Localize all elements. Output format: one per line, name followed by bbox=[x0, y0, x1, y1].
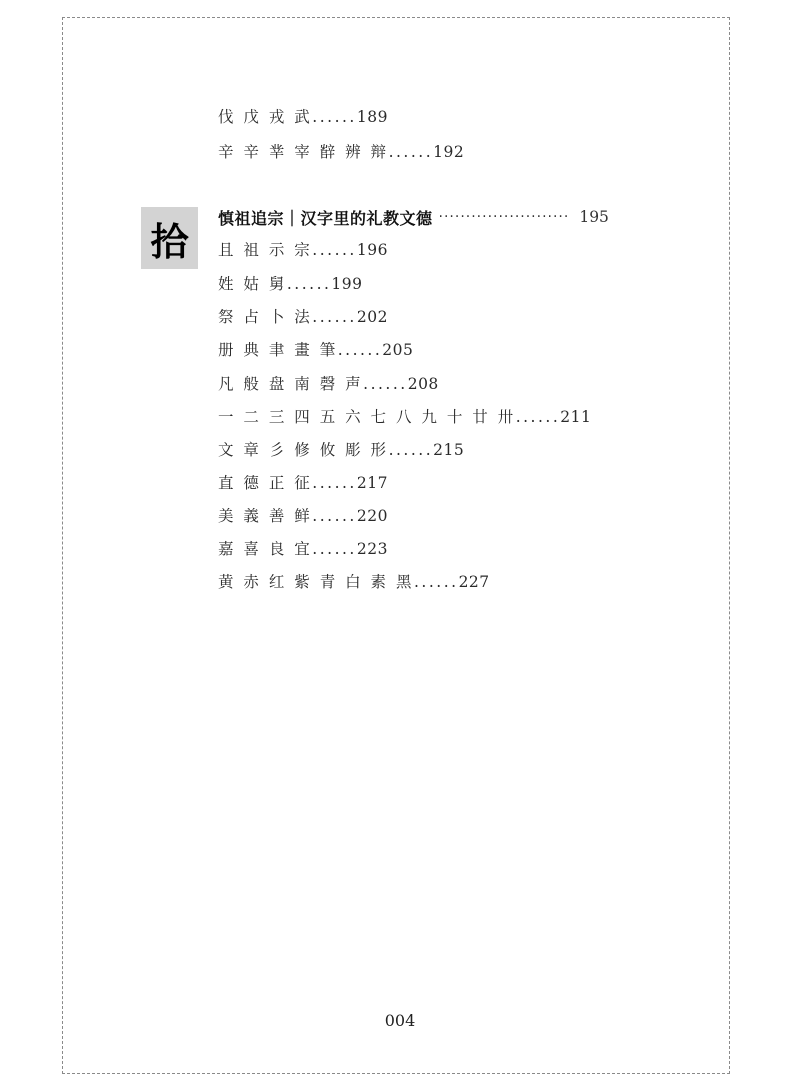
toc-entry[interactable] bbox=[218, 572, 490, 592]
toc-entry[interactable] bbox=[218, 539, 388, 559]
entry-characters: 文 章 彡 修 攸 彫 形 bbox=[218, 441, 389, 459]
toc-entry[interactable] bbox=[218, 407, 591, 427]
chapter-page-number: 195 bbox=[579, 208, 609, 226]
toc-entry[interactable] bbox=[218, 440, 464, 460]
entry-characters: 黄 赤 红 紫 青 白 素 黑 bbox=[218, 573, 414, 591]
entry-characters: 辛 辛 丵 宰 辥 辨 辩 bbox=[218, 143, 389, 161]
chapter-heading[interactable] bbox=[218, 206, 658, 228]
page-frame bbox=[62, 17, 730, 1074]
entry-page-number: 217 bbox=[356, 474, 388, 492]
entry-characters: 嘉 喜 良 宜 bbox=[218, 540, 313, 558]
chapter-title: 慎祖追宗｜汉字里的礼教文德 bbox=[218, 208, 433, 228]
entry-leader-dots: ...... bbox=[363, 375, 408, 393]
page-number: 004 bbox=[384, 1011, 416, 1030]
entry-characters: 一 二 三 四 五 六 七 八 九 十 廿 卅 bbox=[218, 408, 516, 426]
toc-entry[interactable] bbox=[218, 340, 413, 360]
entry-leader-dots: ...... bbox=[312, 308, 357, 326]
entry-page-number: 220 bbox=[356, 507, 388, 525]
entry-leader-dots: ...... bbox=[286, 275, 332, 293]
entry-page-number: 227 bbox=[458, 573, 490, 591]
entry-page-number: 215 bbox=[433, 441, 465, 459]
entry-leader-dots: ...... bbox=[312, 507, 357, 525]
entry-page-number: 208 bbox=[407, 375, 439, 393]
toc-entry[interactable] bbox=[218, 307, 388, 327]
entry-page-number: 202 bbox=[356, 308, 388, 326]
entry-characters: 册 典 聿 畫 筆 bbox=[218, 341, 338, 359]
entry-characters: 姓 姑 舅 bbox=[218, 275, 287, 293]
entry-page-number: 192 bbox=[433, 143, 465, 161]
entry-leader-dots: ...... bbox=[312, 108, 357, 126]
entry-characters: 凡 般 盘 南 磬 声 bbox=[218, 375, 364, 393]
toc-entry[interactable] bbox=[218, 473, 388, 493]
entry-characters: 美 義 善 鲜 bbox=[218, 507, 313, 525]
toc-entry[interactable] bbox=[218, 506, 388, 526]
toc-entry[interactable] bbox=[218, 374, 439, 394]
entry-leader-dots: ...... bbox=[414, 573, 459, 591]
entry-leader-dots: ...... bbox=[388, 143, 434, 161]
entry-page-number: 223 bbox=[356, 540, 388, 558]
toc-entry[interactable] bbox=[218, 142, 464, 162]
entry-page-number: 205 bbox=[382, 341, 414, 359]
entry-leader-dots: ...... bbox=[312, 474, 357, 492]
entry-leader-dots: ...... bbox=[312, 241, 357, 259]
entry-page-number: 211 bbox=[560, 408, 592, 426]
toc-entry[interactable] bbox=[218, 274, 363, 294]
entry-characters: 且 祖 示 宗 bbox=[218, 241, 313, 259]
entry-page-number: 189 bbox=[356, 108, 388, 126]
toc-entry[interactable] bbox=[218, 107, 388, 127]
entry-characters: 伐 戊 戎 武 bbox=[218, 108, 313, 126]
entry-leader-dots: ...... bbox=[388, 441, 434, 459]
entry-characters: 直 德 正 征 bbox=[218, 474, 313, 492]
entry-page-number: 199 bbox=[331, 275, 363, 293]
chapter-number-marker: 拾 bbox=[141, 207, 198, 269]
entry-leader-dots: ...... bbox=[312, 540, 357, 558]
entry-page-number: 196 bbox=[356, 241, 388, 259]
entry-leader-dots: ...... bbox=[337, 341, 383, 359]
entry-characters: 祭 占 卜 法 bbox=[218, 308, 313, 326]
chapter-leader-dots: ························ bbox=[438, 209, 570, 225]
entry-leader-dots: ...... bbox=[515, 408, 561, 426]
toc-entry[interactable] bbox=[218, 240, 388, 260]
